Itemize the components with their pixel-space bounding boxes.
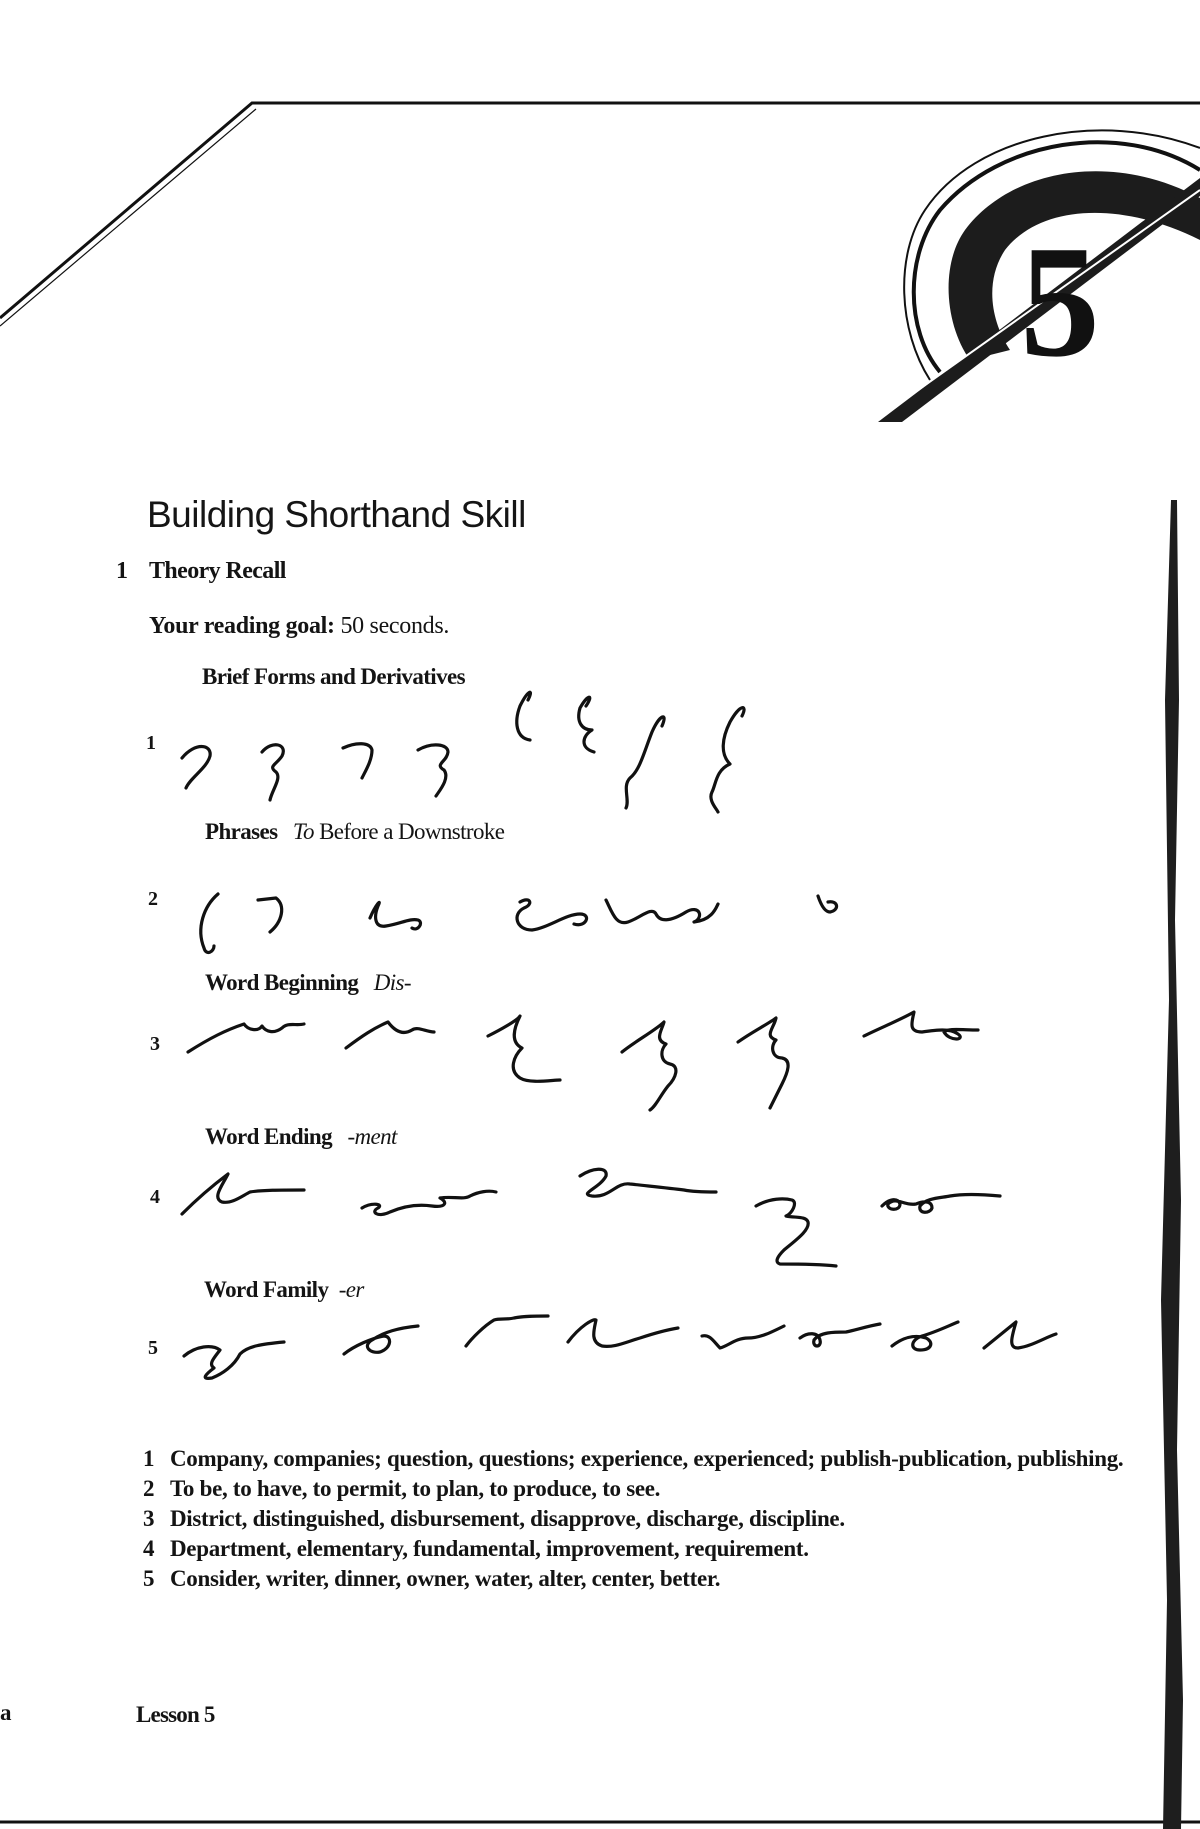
- drill-3-title: Word Beginning Dis-: [205, 970, 411, 995]
- drill-4-title: Word Ending -ment: [205, 1124, 397, 1149]
- key-item-3: 3 District, distinguished, disbursement, disapprove, discharge, discipline.: [143, 1506, 845, 1531]
- shorthand-row-1: [182, 692, 744, 812]
- drill-3-number: 3: [150, 1033, 160, 1055]
- key-item-4: 4 Department, elementary, fundamental, improvement, requirement.: [143, 1536, 809, 1561]
- drill-1-title: Brief Forms and Derivatives: [202, 664, 465, 689]
- reading-goal-label: Your reading goal:: [149, 613, 335, 639]
- drill-5-title: Word Family -er: [204, 1277, 364, 1302]
- key-list: [143, 1444, 1163, 1594]
- drill-2-number: 2: [148, 888, 158, 910]
- section-number: 1: [116, 558, 128, 584]
- lesson-badge-number: 5: [1020, 212, 1100, 390]
- section-title: Theory Recall: [149, 558, 286, 584]
- key-item-5: 5 Consider, writer, dinner, owner, water, alter, center, better.: [143, 1566, 721, 1591]
- page-number: a: [0, 1700, 12, 1725]
- shorthand-row-3: [188, 1012, 978, 1110]
- key-item-1: 1 Company, companies; question, questions; experience, experienced; publish-publication, publishing.: [143, 1446, 1124, 1471]
- shorthand-row-5: [184, 1316, 1056, 1378]
- key-item-2: 2 To be, to have, to permit, to plan, to produce, to see.: [143, 1476, 661, 1501]
- shorthand-row-2: [201, 894, 837, 952]
- drill-2-title: Phrases To Before a Downstroke: [205, 819, 505, 844]
- footer-lesson-label: Lesson 5: [136, 1702, 215, 1727]
- drill-1-number: 1: [146, 732, 156, 754]
- page-heading: Building Shorthand Skill: [147, 494, 526, 535]
- shorthand-row-4: [182, 1169, 1000, 1266]
- reading-goal-value: 50 seconds.: [340, 613, 450, 639]
- drill-5-number: 5: [148, 1337, 158, 1359]
- drill-4-number: 4: [150, 1186, 160, 1208]
